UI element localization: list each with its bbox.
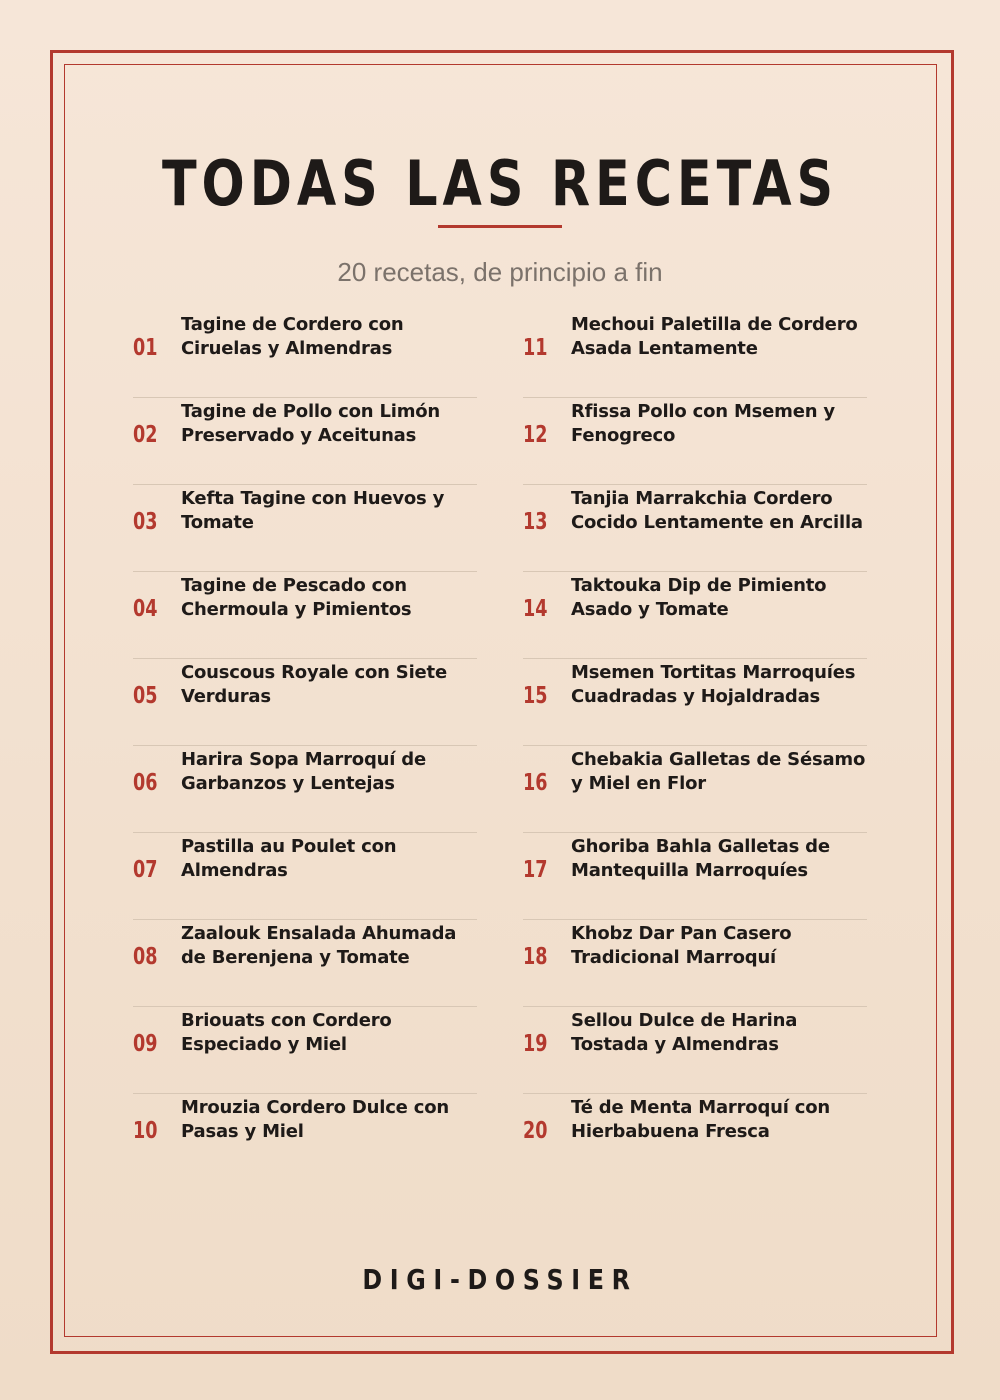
recipe-name: Chebakia Galletas de Sésamo y Miel en Flor [571,749,866,794]
recipe-name: Mechoui Paletilla de Cordero Asada Lentamente [571,314,858,359]
recipe-name: Msemen Tortitas Marroquíes Cuadradas y Hojaldradas [571,662,856,707]
recipe-name: Ghoriba Bahla Galletas de Mantequilla Marroquíes [571,836,830,881]
recipe-number: 11 [523,335,548,361]
recipe-item [523,572,867,659]
recipe-number: 15 [523,683,548,709]
recipe-name: Harira Sopa Marroquí de Garbanzos y Lentejas [181,749,426,794]
recipe-name: Tagine de Cordero con Ciruelas y Almendras [181,314,404,359]
recipe-name: Taktouka Dip de Pimiento Asado y Tomate [571,575,827,620]
recipe-number: 10 [133,1118,158,1144]
brand-footer: DIGI-DOSSIER [362,1263,638,1296]
title-underline [438,225,562,228]
page-subtitle: 20 recetas, de principio a fin [337,257,663,287]
recipe-item [133,485,477,572]
recipe-item [523,659,867,746]
recipe-name: Tagine de Pescado con Chermoula y Pimientos [181,575,412,620]
recipe-item [133,833,477,920]
recipe-number: 16 [523,770,548,796]
recipe-number: 05 [133,683,158,709]
recipe-item [133,659,477,746]
recipe-number: 04 [133,596,158,622]
page-title: TODAS LAS RECETAS [161,147,839,220]
recipe-name: Tagine de Pollo con Limón Preservado y Aceitunas [181,401,441,446]
recipe-number: 14 [523,596,548,622]
recipe-name: Rfissa Pollo con Msemen y Fenogreco [571,401,835,446]
recipe-item [523,1094,867,1180]
recipe-name: Couscous Royale con Siete Verduras [181,662,447,707]
recipe-item [523,398,867,485]
recipe-item [133,1007,477,1094]
recipe-number: 07 [133,857,158,883]
recipe-name: Khobz Dar Pan Casero Tradicional Marroquí [571,923,792,968]
recipe-item [523,920,867,1007]
recipe-number: 02 [133,422,158,448]
recipe-list-left [133,311,477,1180]
recipe-item [133,920,477,1007]
recipe-name: Mrouzia Cordero Dulce con Pasas y Miel [181,1097,450,1142]
recipe-item [133,572,477,659]
recipe-number: 12 [523,422,548,448]
recipe-item [523,485,867,572]
recipe-item [523,311,867,398]
recipe-number: 01 [133,335,158,361]
recipe-name: Zaalouk Ensalada Ahumada de Berenjena y Tomate [181,923,457,968]
recipe-number: 03 [133,509,158,535]
recipe-item [523,833,867,920]
recipe-number: 13 [523,509,548,535]
recipe-list-right [523,311,867,1180]
recipe-number: 08 [133,944,158,970]
recipe-number: 20 [523,1118,548,1144]
recipe-number: 09 [133,1031,158,1057]
recipe-number: 06 [133,770,158,796]
recipe-name: Tanjia Marrakchia Cordero Cocido Lentamente en Arcilla [571,488,863,533]
recipe-name: Sellou Dulce de Harina Tostada y Almendras [571,1010,798,1055]
recipe-number: 17 [523,857,548,883]
recipe-item [523,1007,867,1094]
recipe-item [523,746,867,833]
recipe-number: 19 [523,1031,548,1057]
recipe-name: Briouats con Cordero Especiado y Miel [181,1010,392,1055]
recipe-number: 18 [523,944,548,970]
recipe-name: Pastilla au Poulet con Almendras [181,836,397,881]
recipe-item [133,311,477,398]
recipe-item [133,746,477,833]
recipe-item [133,398,477,485]
recipe-item [133,1094,477,1180]
recipe-name: Té de Menta Marroquí con Hierbabuena Fresca [571,1097,831,1142]
recipe-name: Kefta Tagine con Huevos y Tomate [181,488,445,533]
